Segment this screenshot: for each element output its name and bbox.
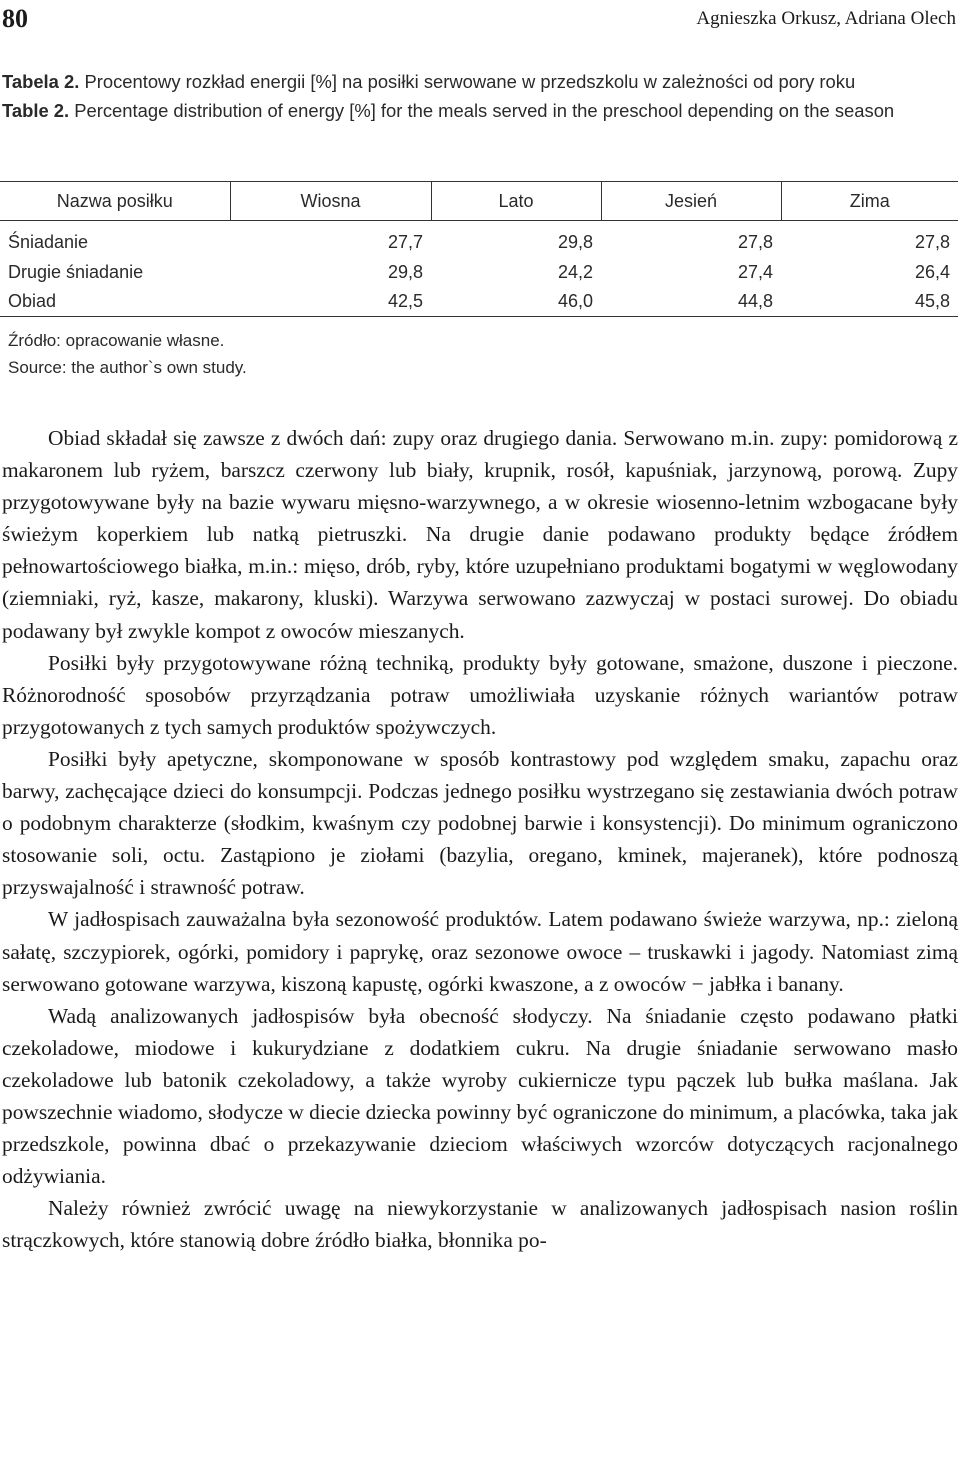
column-header: Jesień: [601, 182, 781, 221]
table-row: [0, 221, 958, 258]
table-caption: [2, 67, 958, 125]
table-cell: 27,4: [737, 261, 773, 282]
caption-polish: [2, 67, 958, 96]
page-number: 80: [2, 4, 28, 33]
caption-english: [2, 96, 958, 125]
page-header: [2, 4, 956, 34]
paragraph: Posiłki były przygotowywane różną techniką, produkty były gotowane, smażone, duszone i pieczone. Różnorodność sposobów przyrządzania potraw umożliwiała uzyskanie różnych wariantów potraw przygotowanych z tych samych produktów spożywczych.: [2, 650, 958, 739]
table-header-row: [0, 182, 958, 221]
caption-polish-text: Procentowy rozkład energii [%] na posiłki serwowane w przedszkolu w zależności od pory roku: [79, 71, 856, 92]
table-cell: 44,8: [601, 287, 781, 317]
table-cell: 29,8: [387, 261, 423, 282]
table-cell: 27,8: [737, 231, 773, 252]
table-cell: 24,2: [557, 261, 593, 282]
table-cell: 26,4: [914, 261, 950, 282]
table-cell-meal: Drugie śniadanie: [8, 261, 144, 282]
table-cell-meal: Obiad: [0, 287, 230, 317]
paragraph: W jadłospisach zauważalna była sezonowość produktów. Latem podawano świeże warzywa, np.: zieloną sałatę, szczypiorek, ogórki, pomidory i paprykę, oraz sezonowe owoce – truskawki i jagody. Natomiast zimą serwowano gotowane warzywa, kiszoną kapustę, ogórki kwaszone, a z owoców − jabłka i banany.: [2, 907, 958, 996]
paragraph: Należy również zwrócić uwagę na niewykorzystanie w analizowanych jadłospisach nasion roślin strączkowych, które stanowią dobre źródło białka, błonnika po-: [2, 1196, 958, 1253]
table-cell: 27,8: [914, 231, 950, 252]
table-cell-meal: Śniadanie: [8, 231, 89, 252]
paragraph: Obiad składał się zawsze z dwóch dań: zupy oraz drugiego dania. Serwowano m.in. zupy: pomidorową z makaronem lub ryżem, barszcz czerwony lub biały, krupnik, rosół, kapuśniak, jarzynową, porową. Zupy przygotowywane były na bazie wywaru mięsno-warzywnego, a w okresie wiosenno-letnim wzbogacane były świeżym koperkiem lub natką pietruszki. Na drugie danie podawano produkty będące źródłem pełnowartościowego białka, m.in.: mięso, drób, ryby, które uzupełniano produktami bogatymi w węglowodany (ziemniaki, ryż, kasze, makarony, kluski). Warzywa serwowano zazwyczaj w postaci surowej. Do obiadu podawany był zwykle kompot z owoców mieszanych.: [2, 426, 958, 643]
caption-polish-label: Tabela 2.: [2, 71, 80, 92]
table-row: [0, 287, 958, 317]
caption-english-label: Table 2.: [2, 100, 70, 121]
table-source-note: [8, 327, 247, 381]
energy-distribution-table: [0, 181, 958, 317]
column-header: Nazwa posiłku: [0, 182, 230, 221]
table-cell: 42,5: [230, 287, 431, 317]
table-cell: 45,8: [781, 287, 958, 317]
caption-english-text: Percentage distribution of energy [%] for the meals served in the preschool depending on the season: [69, 100, 895, 121]
source-polish: Źródło: opracowanie własne.: [8, 331, 225, 350]
column-header: Lato: [431, 182, 601, 221]
paragraph: Posiłki były apetyczne, skomponowane w sposób kontrastowy pod względem smaku, zapachu oraz barwy, zachęcające dzieci do konsumpcji. Podczas jednego posiłku wystrzegano się zestawiania dwóch potraw o podobnym charakterze (słodkim, kwaśnym czy podobnej barwie i konsystencji). Do minimum ograniczono stosowanie soli, octu. Zastąpiono je ziołami (bazylia, oregano, kminek, majeranek), które podnoszą przyswajalność i strawność potraw.: [2, 746, 958, 900]
running-head-authors: Agnieszka Orkusz, Adriana Olech: [696, 8, 956, 29]
column-header: Zima: [781, 182, 958, 221]
table-cell: 27,7: [387, 231, 423, 252]
table-cell: 29,8: [557, 231, 593, 252]
paragraph: Wadą analizowanych jadłospisów była obecność słodyczy. Na śniadanie często podawano płatki czekoladowe, miodowe i kukurydziane z dodatkiem cukru. Na drugie śniadanie serwowano masło czekoladowe lub batonik czekoladowy, a także wyroby cukiernicze typu pączek lub bułka maślana. Jak powszechnie wiadomo, słodycze w diecie dziecka powinny być ograniczone do minimum, a placówka, taka jak przedszkole, powinna dbać o przekazywanie dzieciom właściwych wzorców dotyczących racjonalnego odżywiania.: [2, 1003, 958, 1189]
table-cell: 46,0: [431, 287, 601, 317]
body-text: [2, 422, 958, 1256]
table-row: [0, 257, 958, 287]
column-header: Wiosna: [230, 182, 431, 221]
source-english: Source: the author`s own study.: [8, 358, 247, 377]
